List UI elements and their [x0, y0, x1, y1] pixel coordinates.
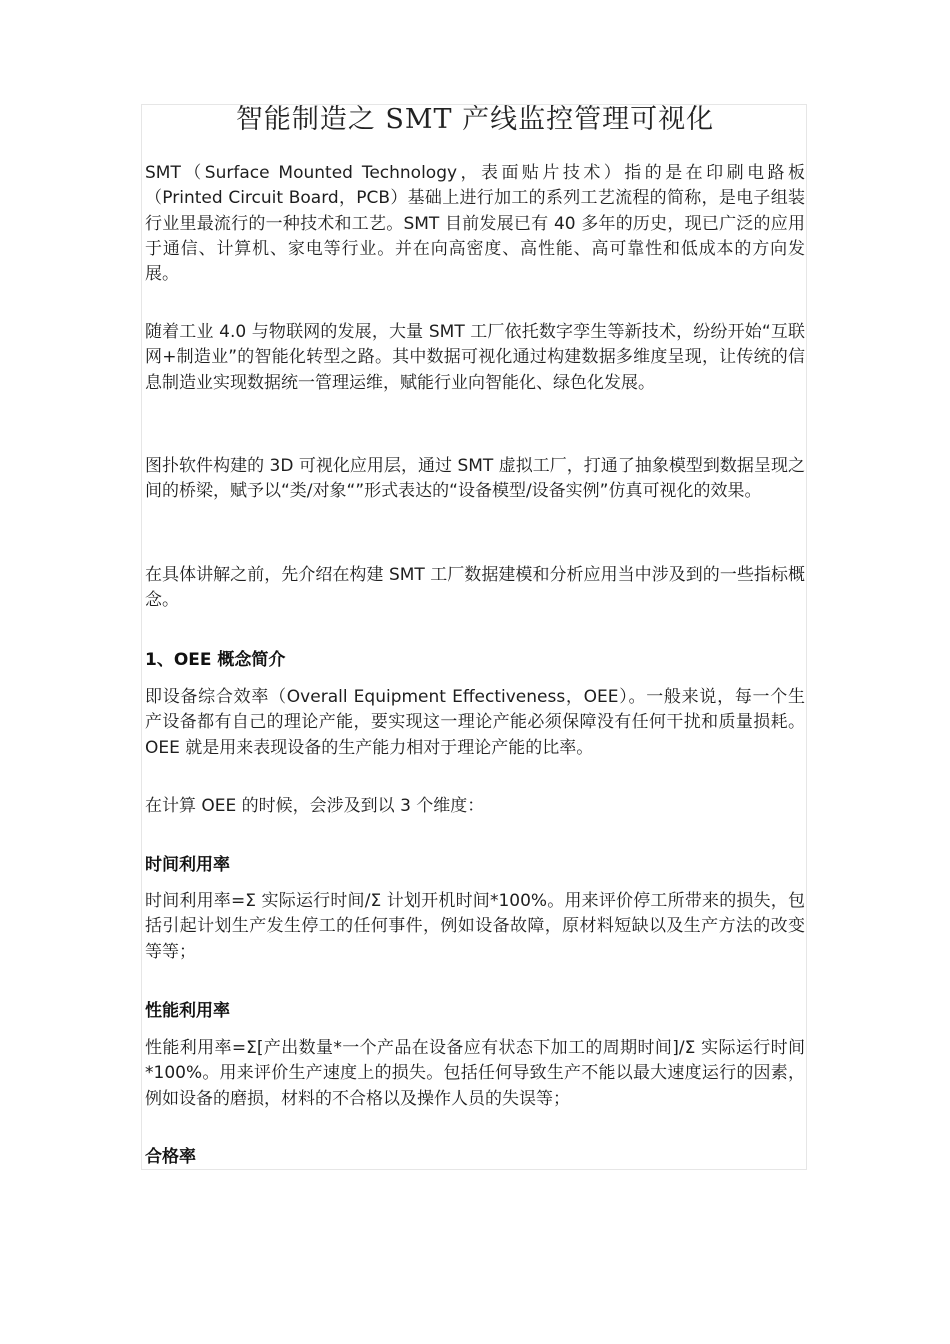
- paragraph-performance-utilization: 性能利用率=Σ[产出数量*一个产品在设备应有状态下加工的周期时间]/Σ 实际运行时间*100%。用来评价生产速度上的损失。包括任何导致生产不能以最大速度运行的因素，例如设备的磨损，材料的不合格以及操作人员的失误等；: [145, 1038, 805, 1109]
- document-page: [141, 104, 807, 1170]
- heading-time-utilization: 时间利用率: [145, 855, 230, 875]
- paragraph-time-utilization: 时间利用率=Σ 实际运行时间/Σ 计划开机时间*100%。用来评价停工所带来的损失，包括引起计划生产发生停工的任何事件，例如设备故障，原材料短缺以及生产方法的改变等等；: [145, 891, 805, 962]
- heading-quality-rate: 合格率: [145, 1147, 196, 1167]
- paragraph-oee-dimensions: 在计算 OEE 的时候，会涉及到以 3 个维度：: [145, 796, 485, 816]
- heading-performance-utilization: 性能利用率: [145, 1001, 230, 1021]
- paragraph-concepts-intro: 在具体讲解之前，先介绍在构建 SMT 工厂数据建模和分析应用当中涉及到的一些指标概念。: [145, 565, 805, 611]
- paragraph-smt-intro: SMT（Surface Mounted Technology，表面贴片技术）指的是在印刷电路板（Printed Circuit Board，PCB）基础上进行加工的系列工艺流程的简称，是电子组装行业里最流行的一种技术和工艺。SMT 目前发展已有 40 多年的历史，现已广泛的应用于通信、计算机、家电等行业。并在向高密度、高性能、高可靠性和低成本的方向发展。: [145, 163, 805, 285]
- heading-oee: 1、OEE 概念简介: [145, 650, 286, 670]
- paragraph-3d-visualization: 图扑软件构建的 3D 可视化应用层，通过 SMT 虚拟工厂，打通了抽象模型到数据呈现之间的桥梁，赋予以“类/对象“”形式表达的“设备模型/设备实例”仿真可视化的效果。: [145, 456, 805, 502]
- document-title: 智能制造之 SMT 产线监控管理可视化: [235, 104, 715, 135]
- paragraph-oee-definition: 即设备综合效率（Overall Equipment Effectiveness，OEE）。一般来说，每一个生产设备都有自己的理论产能，要实现这一理论产能必须保障没有任何干扰和质量损耗。OEE 就是用来表现设备的生产能力相对于理论产能的比率。: [145, 687, 805, 758]
- paragraph-industry-4: 随着工业 4.0 与物联网的发展，大量 SMT 工厂依托数字孪生等新技术，纷纷开始“互联网+制造业”的智能化转型之路。其中数据可视化通过构建数据多维度呈现，让传统的信息制造业实现数据统一管理运维，赋能行业向智能化、绿色化发展。: [145, 322, 805, 393]
